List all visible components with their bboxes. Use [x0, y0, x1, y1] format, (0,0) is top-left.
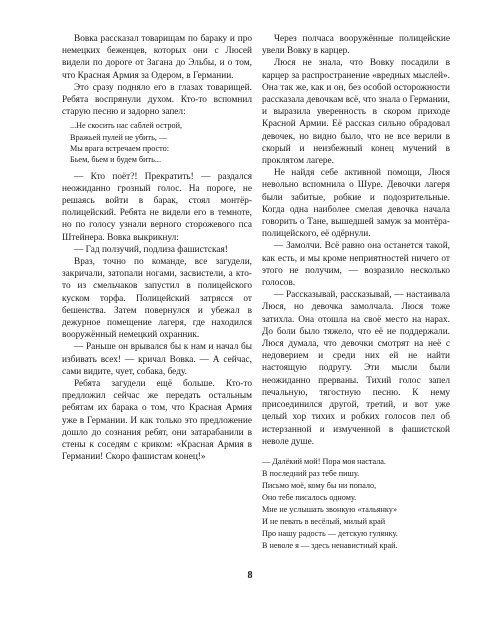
verse-line: Бьем, бьем и будем бить... — [70, 155, 161, 165]
page-number: 8 — [247, 570, 253, 581]
paragraph: Не найдя себе активной помощи, Люся невольно вспомнила о Шуре. Девочки лагеря были забитые, робкие и подозрительные. Когда одна наиболее смелая девочка начала говорить о Тане, вышедшей замуж за монтёра-полицейского, её одёрнули. — [262, 168, 450, 240]
paragraph: Ребята загудели ещё больше. Кто-то предложил сейчас же передать остальным ребятам их барака о том, что Красная Армия уже в Германии. И как только это предложение дошло до сознания ребят, они затарабанили в стены к соседям с криком: «Красная Армия в Германии! Скоро фашистам конец!» — [62, 379, 252, 463]
paragraph: — Раньше он врывался бы к нам и начал бы избивать всех! — кричал Вовка. — А сейчас, сами видите, чует, собака, беду. — [62, 342, 252, 377]
left-column — [62, 33, 252, 463]
paragraph: Вовка рассказал товарищам по бараку и про немецких беженцев, которых они с Люсей видели по дороге от Загана до Эльбы, и о том, что Красная Армия за Одером, в Германии. — [62, 34, 252, 81]
verse-line: Вражьей пулей не убить, — — [70, 132, 168, 142]
verse-line: Мы врага встречаем просто: — [70, 144, 169, 154]
song-line: В последний раз тебе пишу. — [262, 468, 360, 478]
song-line: И не певать в весёлый, милый край — [262, 516, 386, 526]
paragraph: Через полчаса вооружённые полицейские увели Вовку в карцер. — [262, 34, 450, 57]
song-line: Письмо моё, кому бы ни попало, — [262, 480, 377, 490]
song-line: Про нашу радость — детскую гулянку. — [262, 528, 398, 538]
song-lyrics — [262, 456, 450, 552]
verse-line: ...Не скосить нас саблей острой, — [70, 121, 183, 131]
paragraph: Враз, точно по команде, все загудели, закричали, затопали ногами, засвистели, а кто-то из смельчаков запустил в полицейского куском торфа. Полицейский затрясся от бешенства. Затем повернулся и убежал в дежурное помещение лагеря, где находился вооружённый немецкий охранник. — [62, 257, 252, 341]
right-column — [262, 33, 450, 552]
paragraph: — Кто поёт?! Прекратить! — раздался неожиданно грозный голос. На пороге, не решаясь войти в барак, стоял монтёр-полицейский. Ребята не видели его в темноте, но по голосу узнали верного сторожевого пса Штейнера. Вовка выкрикнул: — [62, 171, 252, 243]
song-line: Мне не услышать звонкую «тальянку» — [262, 504, 398, 514]
song-verse — [70, 120, 252, 165]
paragraph: — Гад ползучий, подлиза фашистская! — [74, 244, 228, 255]
song-line: — Далёкий мой! Пора моя настала. — [262, 456, 386, 466]
song-line: Оно тебе писалось одному. — [262, 492, 357, 502]
paragraph: Люся не знала, что Вовку посадили в карцер за распространение «вредных мыслей». Она так же, как и он, без особой осторожности рассказала девочкам всё, что знала о Германии, и выразила уверенность в скором приходе Красной Армии. Её рассказ сильно обрадовал девочек, но видно было, что не все верили в скорый и неизбежный конец мучений в проклятом лагере. — [262, 58, 450, 167]
song-line: В неволе я — здесь ненавистный край. — [262, 540, 398, 550]
paragraph: — Рассказывай, рассказывай, — настаивала Люся, но девочка замолчала. Люся тоже затихла. Она отошла на своё место на нарах. До боли было тяжело, что её не поддержали. Люся думала, что девочки смотрят на неё с недоверием и среди них ей не найти настоящую подругу. Эти мысли были неожиданно прерваны. Тихий голос запел печальную, тягостную песню. К нему присоединился другой, третий, и вот уже целый хор тихих и робких голосов пел об истерзанной и измученной в фашистской неволе душе. — [262, 290, 450, 447]
paragraph: Это сразу подняло его в глазах товарищей. Ребята воспрянули духом. Кто-то вспомнил старую песню и задорно запел: — [62, 82, 252, 118]
paragraph: — Замолчи. Всё равно она останется такой, как есть, и мы кроме неприятностей ничего от этого не получим, — возразило несколько голосов. — [262, 241, 450, 289]
